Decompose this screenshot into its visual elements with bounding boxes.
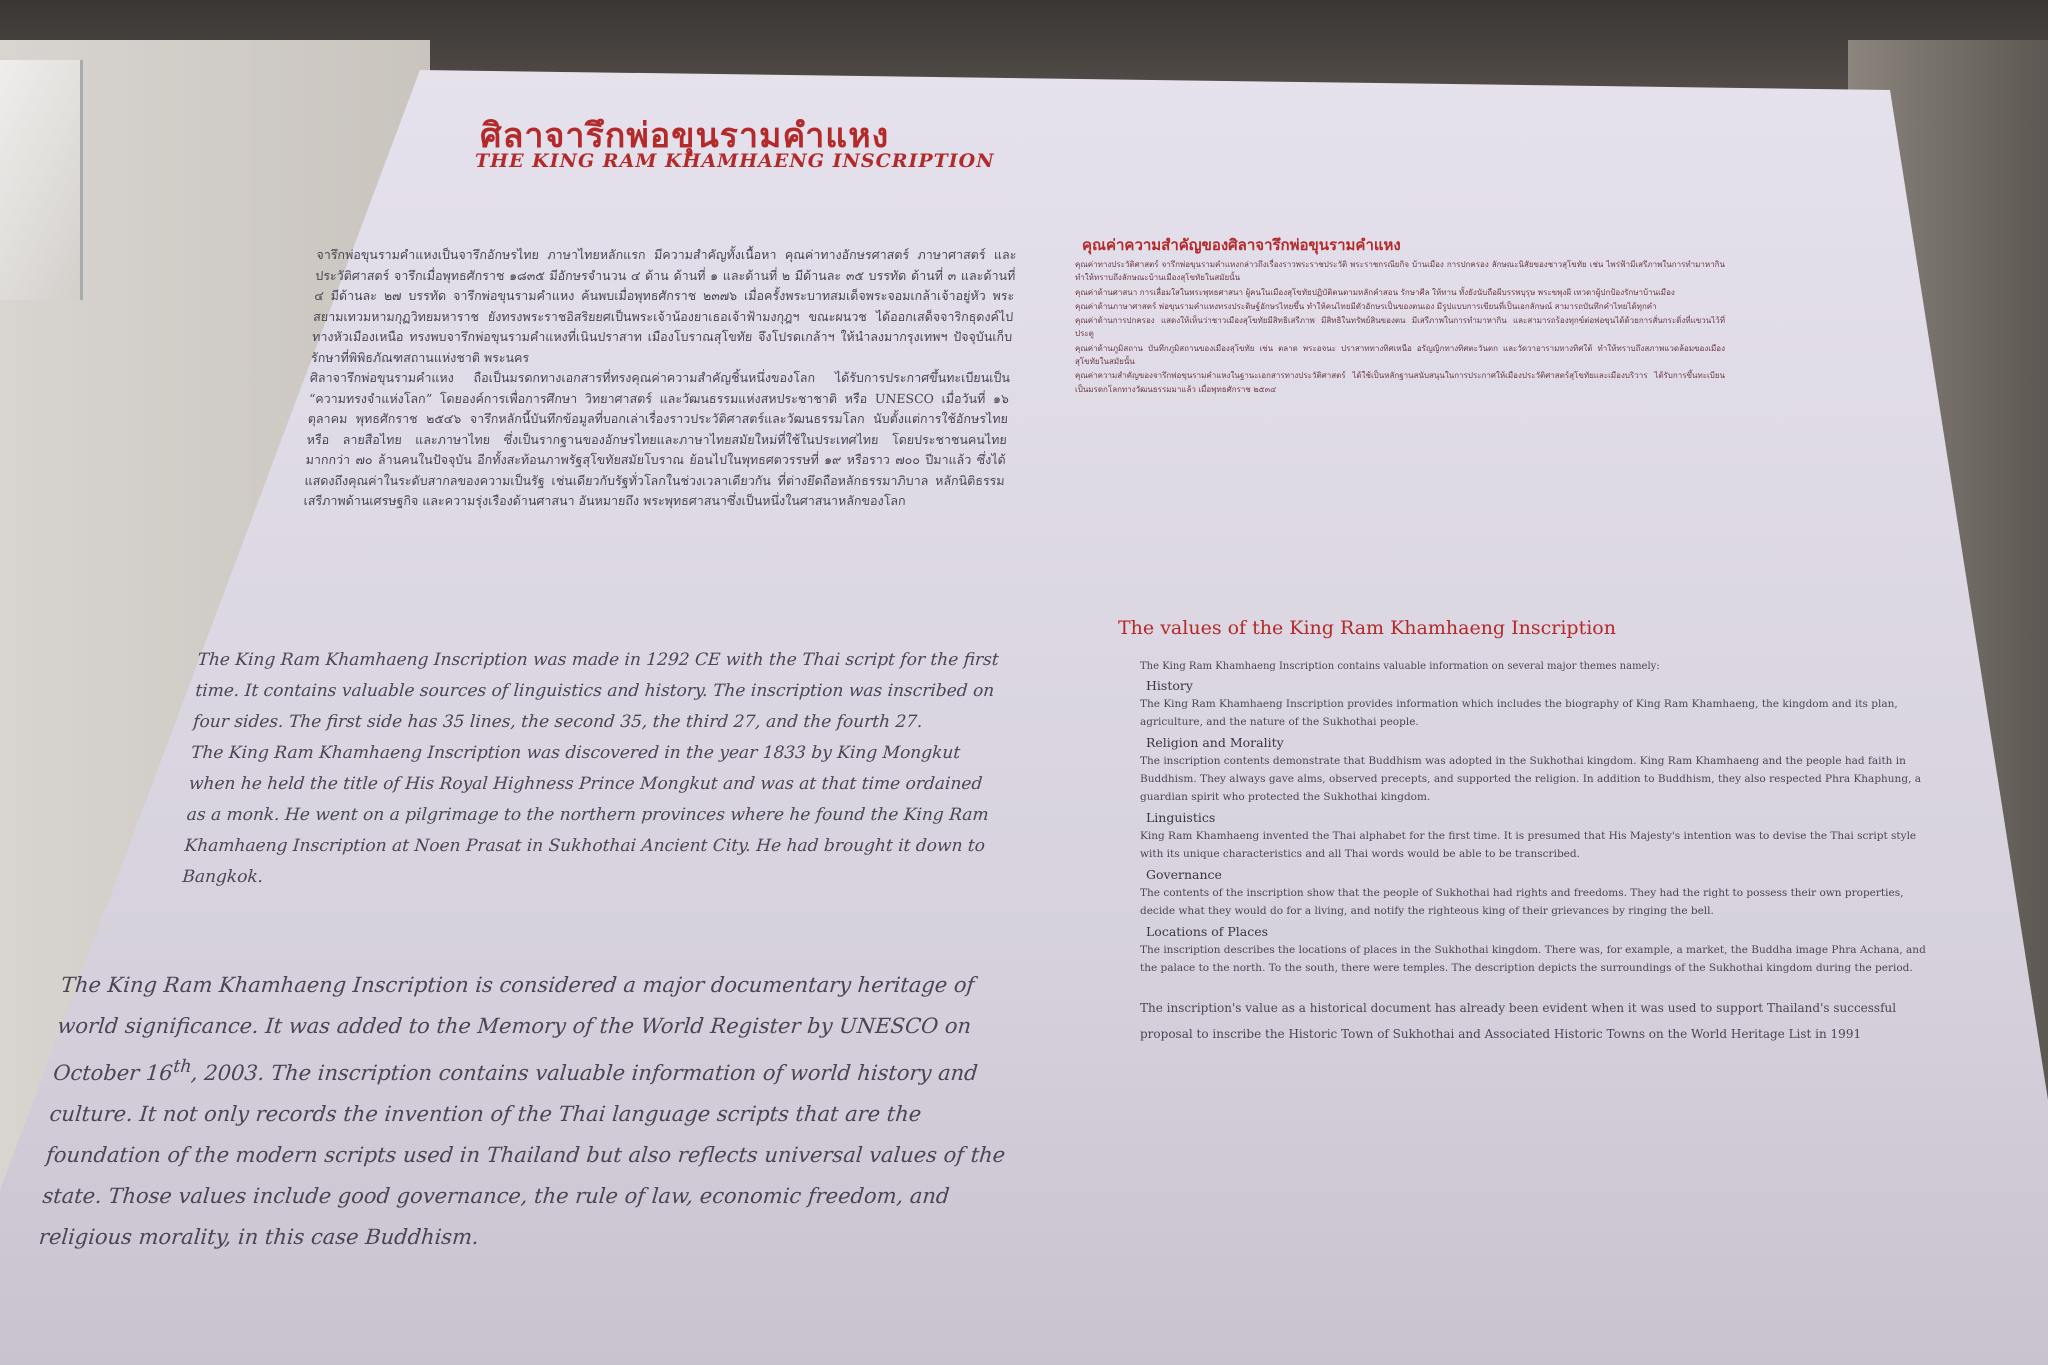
thai-paragraph: จารึกพ่อขุนรามคำแหงเป็นจารึกอักษรไทย ภาษาไทยหลักแรก มีความสำคัญทั้งเนื้อหา คุณค่าทางอักษรศาสตร์ ภาษาศาสตร์ และประวัติศาสตร์ จารึกเมื่อพุทธศักราช ๑๘๓๕ มีอักษรจำนวน ๔ ด้าน ด้านที่ ๑ และด้านที่ ๒ มีด้านละ ๓๕ บรรทัด ด้านที่ ๓ และด้านที่ ๔ มีด้านละ ๒๗ บรรทัด จารึกพ่อขุนรามคำแหง ค้นพบเมื่อพุทธศักราช ๒๓๗๖ เมื่อครั้งพระบาทสมเด็จพระจอมเกล้าเจ้าอยู่หัว พระสยามเทวมหามกุฏวิทยมหาราช ยังทรงพระราชอิสริยยศเป็นพระเจ้าน้องยาเธอเจ้าฟ้ามงกุฎฯ ขณะผนวช ได้ออกเสด็จจาริกธุดงค์ไปทางหัวเมืองเหนือ ทรงพบจารึกพ่อขุนรามคำแหงที่เนินปราสาท เมืองโบราณสุโขทัย จึงโปรดเกล้าฯ ให้นำลงมากรุงเทพฯ ปัจจุบันเก็บรักษาที่พิพิธภัณฑสถานแห่งชาติ พระนคร (310, 247, 1017, 365)
thai-value-paragraph: คุณค่าทางประวัติศาสตร์ จารึกพ่อขุนรามคำแหงกล่าวถึงเรื่องราวพระราชประวัติ พระราชกรณียกิจ บ้านเมือง การปกครอง ลักษณะนิสัยของชาวสุโขทัย เช่น ไพร่ฟ้ามีเสรีภาพในการทำมาหากิน ทำให้ทราบถึงลักษณะบ้านเมืองสุโขทัยในสมัยนั้น (1075, 260, 1725, 283)
english-description-1 (181, 645, 1013, 893)
section-text-governance: The contents of the inscription show that the people of Sukhothai had rights and freedoms. They had the right to possess their own properties, decide what they would do for a living, and notify the righteous king of their grievances by ringing the bell. (1140, 887, 1904, 917)
thai-value-paragraph: คุณค่าความสำคัญของจารึกพ่อขุนรามคำแหงในฐานะเอกสารทางประวัติศาสตร์ ได้ใช้เป็นหลักฐานสนับสนุนในการประกาศให้เมืองประวัติศาสตร์สุโขทัยและเมืองบริวาร ได้รับการขึ้นทะเบียนเป็นมรดกโลกทางวัฒนธรรมมาแล้ว เมื่อพุทธศักราช ๒๕๓๔ (1075, 371, 1725, 394)
section-heading-locations: Locations of Places (1146, 924, 1269, 939)
english-paragraph: The King Ram Khamhaeng Inscription was made in 1292 CE with the Thai script for the first time. It contains valuable sources of linguistics and history. The inscription was inscribed on four sides. The first side has 35 lines, the second 35, the third 27, and the fourth 27. (192, 650, 1000, 732)
thai-value-paragraph: คุณค่าด้านการปกครอง แสดงให้เห็นว่าชาวเมืองสุโขทัยมีสิทธิเสรีภาพ มีสิทธิในทรัพย์สินของตน มีเสรีภาพในการทำมาหากิน และสามารถร้องทุกข์ต่อพ่อขุนได้ด้วยการสั่นกระดิ่งที่แขวนไว้ที่ประตู (1075, 316, 1725, 339)
values-title-thai: คุณค่าความสำคัญของศิลาจารึกพ่อขุนรามคำแหง (1082, 236, 1401, 254)
english-paragraph (37, 965, 1023, 1258)
thai-value-paragraph: คุณค่าด้านภาษาศาสตร์ พ่อขุนรามคำแหงทรงประดิษฐ์อักษรไทยขึ้น ทำให้คนไทยมีตัวอักษรเป็นของตนเอง มีรูปแบบการเขียนที่เป็นเอกลักษณ์ สามารถบันทึกคำไทยได้ทุกคำ (1075, 301, 1657, 311)
section-text-linguistics: King Ram Khamhaeng invented the Thai alphabet for the first time. It is presumed that His Majesty's intention was to devise the Thai script style with its unique characteristics and all Thai words would be able to be transcribed. (1140, 830, 1917, 860)
thai-description (303, 245, 1017, 512)
english-description-2 (37, 965, 1023, 1258)
title-thai: ศิลาจารึกพ่อขุนรามคำแหง (480, 116, 890, 156)
thai-value-paragraph: คุณค่าด้านศาสนา การเลื่อมใสในพระพุทธศาสนา ผู้คนในเมืองสุโขทัยปฏิบัติตนตามหลักคำสอน รักษาศีล ให้ทาน ทั้งยังนับถือผีบรรพบุรุษ พระขพุงผี เทวดาผู้ปกป้องรักษาบ้านเมือง (1075, 287, 1675, 297)
section-heading-religion: Religion and Morality (1146, 735, 1284, 750)
thai-paragraph: ศิลาจารึกพ่อขุนรามคำแหง ถือเป็นมรดกทางเอกสารที่ทรงคุณค่าความสำคัญชิ้นหนึ่งของโลก ได้รับการประกาศขึ้นทะเบียนเป็น “ความทรงจำแห่งโลก” โดยองค์การเพื่อการศึกษา วิทยาศาสตร์ และวัฒนธรรมแห่งสหประชาชาติ หรือ UNESCO เมื่อวันที่ ๑๖ ตุลาคม พุทธศักราช ๒๕๔๖ จารึกหลักนี้บันทึกข้อมูลที่บอกเล่าเรื่องราวประวัติศาสตร์และวัฒนธรรมโลก นับตั้งแต่การใช้อักษรไทย หรือ ลายสือไทย และภาษาไทย ซึ่งเป็นรากฐานของอักษรไทยและภาษาไทยสมัยใหม่ที่ใช้ในประเทศไทย โดยประชาชนคนไทยมากกว่า ๗๐ ล้านคนในปัจจุบัน อีกทั้งสะท้อนภาพรัฐสุโขทัยสมัยโบราณ ย้อนไปในพุทธศตวรรษที่ ๑๙ หรือราว ๗๐๐ ปีมาแล้ว ซึ่งได้แสดงถึงคุณค่าในระดับสากลของความเป็นรัฐ เช่นเดียวกับรัฐทั่วโลกในช่วงเวลาเดียวกัน ที่ต่างยึดถือหลักธรรมาภิบาล หลักนิติธรรม เสรีภาพด้านเศรษฐกิจ และความรุ่งเรืองด้านศาสนา อันหมายถึง พระพุทธศาสนาซึ่งเป็นหนึ่งในศาสนาหลักของโลก (303, 370, 1011, 508)
values-english (1140, 660, 1930, 1059)
values-thai (1075, 258, 1725, 397)
values-intro: The King Ram Khamhaeng Inscription contains valuable information on several major themes namely: (1140, 661, 1660, 672)
english-paragraph: The King Ram Khamhaeng Inscription was discovered in the year 1833 by King Mongkut when he held the title of His Royal Highness Prince Mongkut and was at that time ordained as a monk. He went on a pilgrimage to the northern provinces where he found the King Ram Khamhaeng Inscription at Noen Prasat in Sukhothai Ancient City. He had brought it down to Bangkok. (181, 743, 990, 887)
values-outro: The inscription's value as a historical document has already been evident when it was used to support Thailand's successful proposal to inscribe the Historic Town of Sukhothai and Associated Historic Towns on the World Heritage List in 1991 (1140, 1001, 1897, 1041)
section-text-locations: The inscription describes the locations of places in the Sukhothai kingdom. There was, for example, a market, the Buddha image Phra Achana, and the palace to the north. To the south, there were temples. The description depicts the surroundings of the Sukhothai kingdom during the period. (1140, 944, 1926, 974)
section-heading-governance: Governance (1146, 867, 1222, 882)
text-part: , 2003. The inscription contains valuable information of world history and culture. It not only records the invention of the Thai language scripts that are the foundation of the modern scripts used in Thailand but also reflects universal values of the state. Those values include good governance, the rule of law, economic freedom, and religious morality, in this case Buddhism. (37, 1061, 1007, 1249)
section-text-religion: The inscription contents demonstrate that Buddhism was adopted in the Sukhothai kingdom. King Ram Khamhaeng and the people had faith in Buddhism. They always gave alms, observed precepts, and supported the religion. In addition to Buddhism, they also respected Phra Khaphung, a guardian spirit who protected the Sukhothai kingdom. (1140, 755, 1921, 803)
thai-value-paragraph: คุณค่าด้านภูมิสถาน บันทึกภูมิสถานของเมืองสุโขทัย เช่น ตลาด พระอจนะ ปราสาททางทิศเหนือ อรัญญิกทางทิศตะวันตก และวัดวาอารามทางทิศใต้ ทำให้ทราบถึงสภาพแวดล้อมของเมืองสุโขทัยในสมัยนั้น (1075, 343, 1725, 367)
text-part: The King Ram Khamhaeng Inscription is considered a major documentary heritage of world significance. It was added to the Memory of the World Register by UNESCO on October 16 (52, 973, 976, 1085)
glass-edge (0, 60, 83, 300)
ordinal-suffix: th (172, 1057, 193, 1077)
values-title-english: The values of the King Ram Khamhaeng Inscription (1118, 617, 1616, 639)
section-heading-linguistics: Linguistics (1146, 810, 1216, 825)
section-heading-history: History (1146, 678, 1193, 693)
section-text-history: The King Ram Khamhaeng Inscription provides information which includes the biography of King Ram Khamhaeng, the kingdom and its plan, agriculture, and the nature of the Sukhothai people. (1140, 698, 1898, 728)
title-english: THE KING RAM KHAMHAENG INSCRIPTION (475, 150, 995, 172)
